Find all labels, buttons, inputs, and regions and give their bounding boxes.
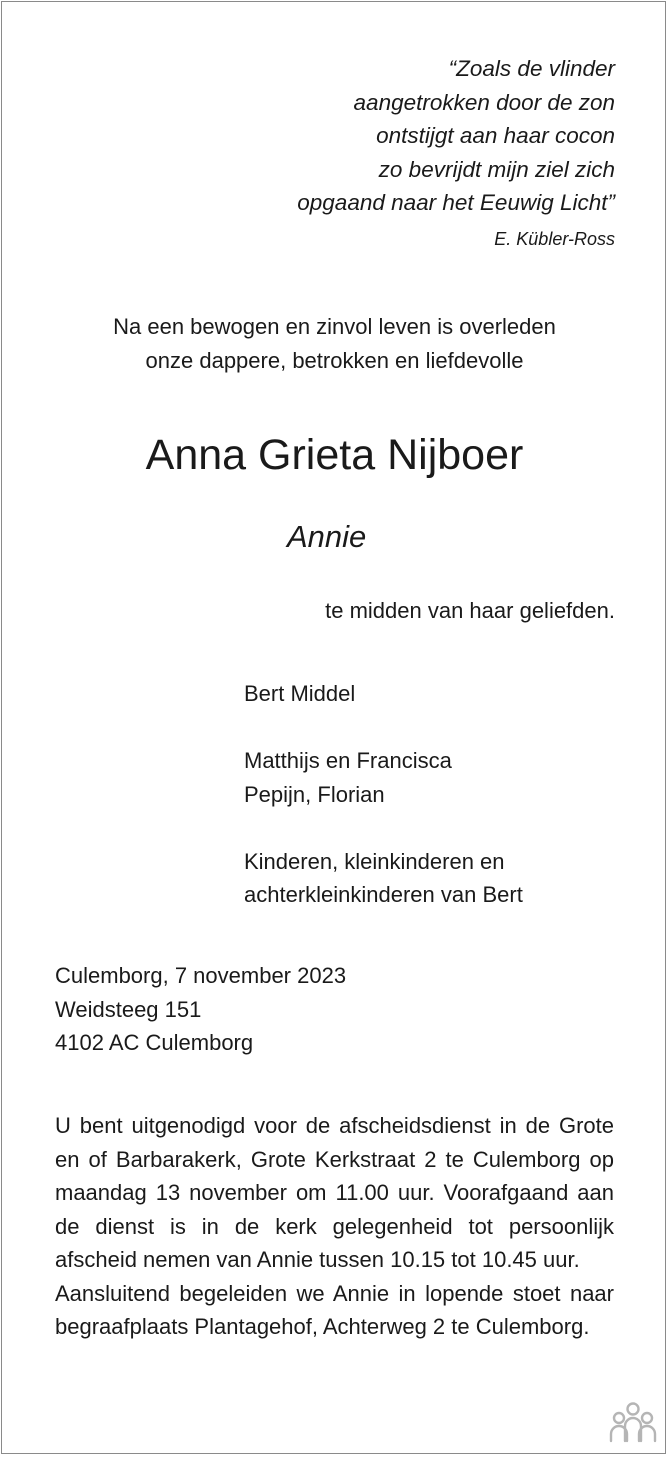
quote-line: opgaand naar het Eeuwig Licht” <box>297 190 615 215</box>
quote-author: E. Kübler-Ross <box>494 229 615 249</box>
poem-quote <box>195 52 615 220</box>
correspondence-address <box>55 959 346 1060</box>
service-info <box>55 1109 614 1344</box>
family-partner <box>244 677 523 711</box>
intro-text <box>0 310 669 377</box>
family-list <box>244 677 523 945</box>
family-others <box>244 845 523 912</box>
family-line: Pepijn, Florian <box>244 781 385 807</box>
quote-line: “Zoals de vlinder <box>448 56 615 81</box>
place-date: Culemborg, 7 november 2023 <box>55 963 347 988</box>
deceased-nickname: Annie <box>287 519 367 554</box>
family-line: Matthijs en Francisca <box>244 748 452 773</box>
postal-address: 4102 AC Culemborg <box>55 1030 254 1055</box>
quote-line: ontstijgt aan haar cocon <box>376 123 615 148</box>
family-line: Bert Middel <box>244 681 356 706</box>
street-address: Weidsteeg 151 <box>55 996 202 1022</box>
service-paragraph: Aansluitend begeleiden we Annie in lopende stoet naar begraafplaats Plantagehof, Achterweg 2 te Culemborg. <box>55 1280 614 1339</box>
deceased-name: Anna Grieta Nijboer <box>145 431 524 479</box>
quote-line: aangetrokken door de zon <box>353 89 615 115</box>
intro-line: Na een bewogen en zinvol leven is overleden <box>113 314 556 339</box>
family-line: achterkleinkinderen van Bert <box>244 882 523 907</box>
quote-line: zo bevrijdt mijn ziel zich <box>378 156 615 182</box>
intro-line: onze dappere, betrokken en liefdevolle <box>145 347 524 373</box>
people-group-icon <box>607 1401 659 1443</box>
family-line: Kinderen, kleinkinderen en <box>244 848 505 874</box>
service-paragraph: U bent uitgenodigd voor de afscheidsdienst in de Grote en of Barbarakerk, Grote Kerkstraat 2 te Culemborg op maandag 13 november om 11.00 uur. Voorafgaand aan de dienst is in de kerk gelegenheid tot persoonlijk afscheid nemen van Annie tussen 10.15 tot 10.45 uur. <box>55 1113 614 1272</box>
family-children <box>244 744 523 811</box>
among-loved-ones-text: te midden van haar geliefden. <box>325 598 615 623</box>
